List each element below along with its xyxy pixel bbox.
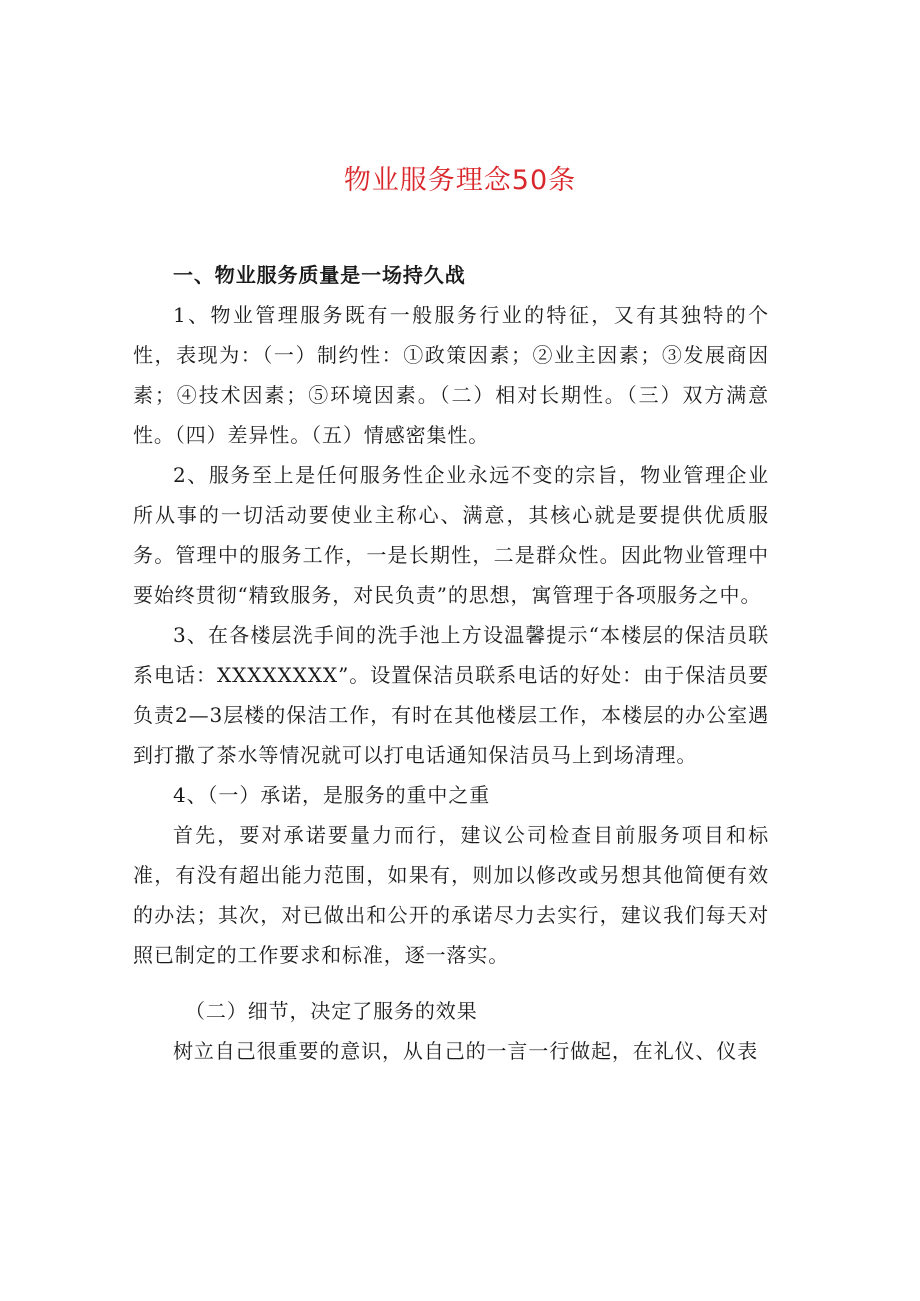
- paragraph-3: 3、在各楼层洗手间的洗手池上方设温馨提示“本楼层的保洁员联系电话：XXXXXXXX”。设置保洁员联系电话的好处：由于保洁员要负责2—3层楼的保洁工作，有时在其他楼层工作，本楼层的办公室遇到打撒了茶水等情况就可以打电话通知保洁员马上到场清理。: [133, 623, 769, 767]
- paragraph-last: 树立自己很重要的意识，从自己的一言一行做起，在礼仪、仪表: [173, 1039, 759, 1063]
- paragraph-4-body: 首先，要对承诺要量力而行，建议公司检查目前服务项目和标准，有没有超出能力范围，如果有，则加以修改或另想其他简便有效的办法；其次，对已做出和公开的承诺尽力去实行，建议我们每天对照已制定的工作要求和标准，逐一落实。: [133, 823, 769, 967]
- section-heading: 一、物业服务质量是一场持久战: [173, 263, 466, 287]
- document-title: 物业服务理念50条: [343, 165, 577, 196]
- paragraph-2: 2、服务至上是任何服务性企业永远不变的宗旨，物业管理企业所从事的一切活动要使业主称心、满意，其核心就是要提供优质服务。管理中的服务工作，一是长期性，二是群众性。因此物业管理中要始终贯彻“精致服务，对民负责”的思想，寓管理于各项服务之中。: [133, 463, 769, 607]
- document-body: [133, 255, 769, 1071]
- paragraph-1: 1、物业管理服务既有一般服务行业的特征，又有其独特的个性，表现为：（一）制约性：①政策因素；②业主因素；③发展商因素；④技术因素；⑤环境因素。（二）相对长期性。（三）双方满意性。（四）差异性。（五）情感密集性。: [133, 303, 769, 447]
- paragraph-4-heading: 4、（一）承诺，是服务的重中之重: [173, 783, 491, 807]
- subheading-2: （二）细节，决定了服务的效果: [185, 999, 478, 1023]
